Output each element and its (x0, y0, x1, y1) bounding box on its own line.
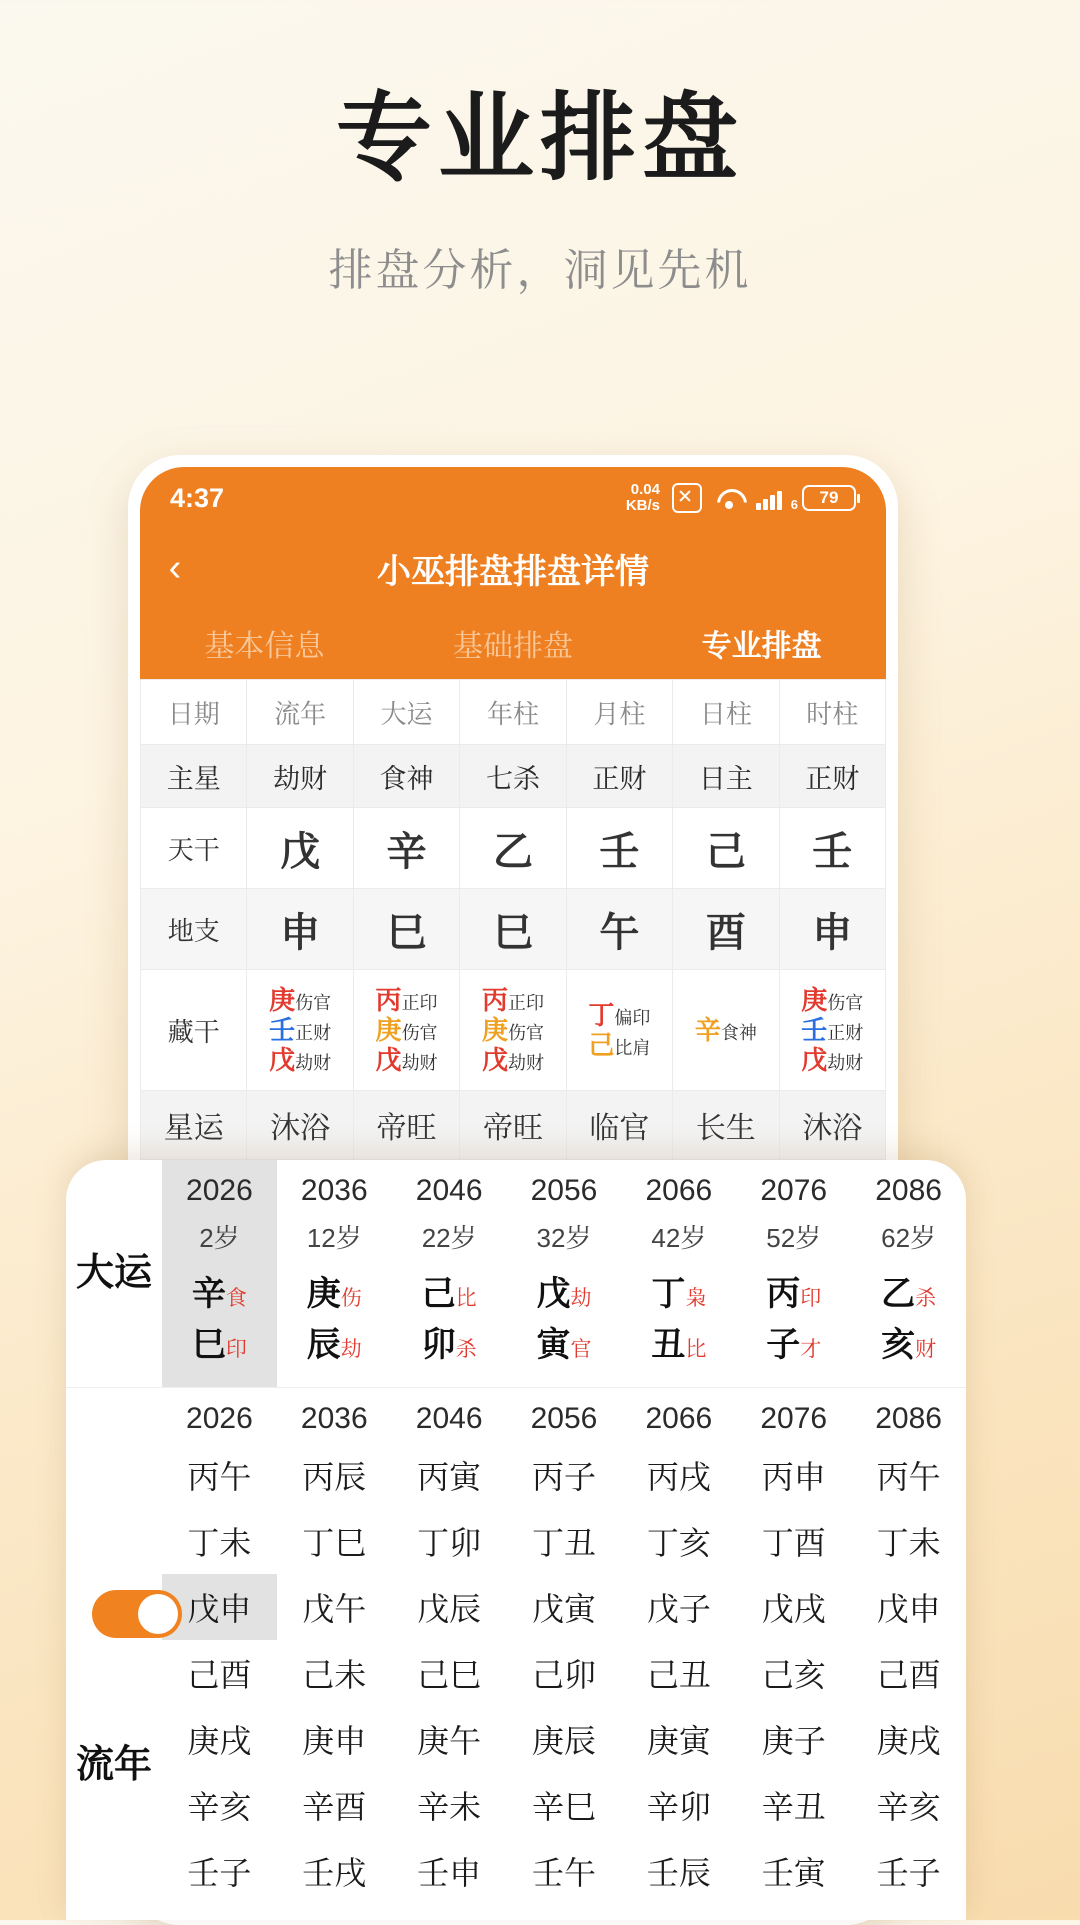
dayun-liunian-sheet (66, 1160, 966, 1920)
tab-basic-info[interactable]: 基本信息 (204, 630, 325, 663)
liunian-column[interactable]: 2046 丙寅 丁卯 戊辰 己巳 庚午 辛未 壬申 (415, 1402, 483, 1891)
header-date: 日期 (141, 680, 247, 745)
header-year-pillar: 年柱 (460, 680, 566, 745)
dayun-grid (162, 1160, 966, 1387)
network-speed: 0.04 KB/s (625, 481, 660, 514)
zhuxing-hour: 正财 (779, 745, 885, 808)
zhuxing-year: 七杀 (460, 745, 566, 808)
dayun-toggle[interactable] (92, 1590, 182, 1638)
hero-section (0, 0, 1080, 298)
tab-basic-chart[interactable]: 基础排盘 (453, 630, 573, 663)
row-label-dizhi: 地支 (141, 889, 247, 970)
canggan-day: 辛食神 (673, 970, 779, 1091)
canggan-liunian: 庚伤官 壬正财 戊劫财 (247, 970, 353, 1091)
nav-bar (140, 529, 886, 607)
zhuxing-liunian: 劫财 (247, 745, 353, 808)
canggan-dayun: 丙正印 庚伤官 戊劫财 (353, 970, 459, 1091)
chevron-left-icon[interactable]: ‹ (168, 547, 182, 589)
xingyun-day: 长生 (673, 1091, 779, 1160)
table-row-zhuxing (141, 745, 886, 808)
tab-bar (140, 607, 886, 679)
liunian-column[interactable]: 2026 丙午 丁未 戊申 己酉 庚戌 辛亥 壬子 (162, 1388, 277, 1904)
liunian-section (66, 1387, 966, 1904)
liunian-column[interactable]: 2066 丙戌 丁亥 戊子 己丑 庚寅 辛卯 壬辰 (645, 1402, 713, 1891)
battery-icon: 79 (802, 485, 856, 511)
nav-title: 小巫排盘排盘详情 (377, 552, 649, 591)
page-title: 专业排盘 (336, 82, 744, 194)
liunian-column[interactable]: 2076 丙申 丁酉 戊戌 己亥 庚子 辛丑 壬寅 (760, 1402, 828, 1891)
row-label-zhuxing: 主星 (141, 745, 247, 808)
tiangan-day: 己 (673, 808, 779, 889)
dayun-item[interactable]: 2066 42岁 丁枭 丑比 (645, 1174, 713, 1364)
table-row-canggan (141, 970, 886, 1091)
liunian-column[interactable]: 2086 丙午 丁未 戊申 己酉 庚戌 辛亥 壬子 (875, 1402, 942, 1891)
page-subtitle: 排盘分析，洞见先机 (328, 245, 752, 295)
dayun-item[interactable]: 2086 62岁 乙杀 亥财 (875, 1174, 942, 1364)
dizhi-year: 巳 (460, 889, 566, 970)
dayun-item[interactable]: 2056 32岁 戊劫 寅官 (530, 1174, 598, 1364)
tiangan-month: 壬 (566, 808, 672, 889)
canggan-hour: 庚伤官 壬正财 戊劫财 (779, 970, 885, 1091)
status-time: 4:37 (170, 482, 225, 513)
dizhi-dayun: 巳 (353, 889, 459, 970)
header-day-pillar: 日柱 (673, 680, 779, 745)
table-row-dizhi (141, 889, 886, 970)
zhuxing-day: 日主 (673, 745, 779, 808)
dayun-item[interactable]: 2026 2岁 辛食 巳印 (162, 1160, 277, 1387)
xingyun-hour: 沐浴 (779, 1091, 885, 1160)
row-label-canggan: 藏干 (141, 970, 247, 1091)
dizhi-month: 午 (566, 889, 672, 970)
dayun-section (66, 1160, 966, 1387)
canggan-year: 丙正印 庚伤官 戊劫财 (460, 970, 566, 1091)
tiangan-dayun: 辛 (353, 808, 459, 889)
signal-icon: 6 (756, 486, 790, 510)
table-row-xingyun (141, 1091, 886, 1160)
bazi-table (140, 679, 886, 1160)
zhuxing-month: 正财 (566, 745, 672, 808)
liunian-column[interactable]: 2036 丙辰 丁巳 戊午 己未 庚申 辛酉 壬戌 (300, 1402, 368, 1891)
dayun-item[interactable]: 2076 52岁 丙印 子才 (760, 1174, 828, 1364)
xingyun-month: 临官 (566, 1091, 672, 1160)
canggan-month: 丁偏印 己比肩 (566, 970, 672, 1091)
row-label-tiangan: 天干 (141, 808, 247, 889)
dayun-item[interactable]: 2046 22岁 己比 卯杀 (415, 1174, 483, 1364)
wifi-icon (714, 487, 744, 509)
liunian-grid (162, 1388, 966, 1904)
table-row-tiangan (141, 808, 886, 889)
tiangan-year: 乙 (460, 808, 566, 889)
tab-pro-chart[interactable]: 专业排盘 (701, 630, 822, 663)
zhuxing-dayun: 食神 (353, 745, 459, 808)
status-bar (140, 467, 886, 529)
no-sim-icon (672, 483, 702, 513)
table-header-row (141, 680, 886, 745)
liunian-column[interactable]: 2056 丙子 丁丑 戊寅 己卯 庚辰 辛巳 壬午 (530, 1402, 598, 1891)
tiangan-hour: 壬 (779, 808, 885, 889)
dizhi-hour: 申 (779, 889, 885, 970)
header-dayun: 大运 (353, 680, 459, 745)
xingyun-dayun: 帝旺 (353, 1091, 459, 1160)
row-label-xingyun: 星运 (141, 1091, 247, 1160)
xingyun-year: 帝旺 (460, 1091, 566, 1160)
xingyun-liunian: 沐浴 (247, 1091, 353, 1160)
status-icons (626, 482, 856, 514)
header-liunian: 流年 (247, 680, 353, 745)
dizhi-liunian: 申 (247, 889, 353, 970)
dayun-item[interactable]: 2036 12岁 庚伤 辰劫 (300, 1174, 368, 1364)
liunian-label: 流年 (75, 1744, 152, 1787)
tiangan-liunian: 戊 (247, 808, 353, 889)
dayun-label: 大运 (75, 1251, 152, 1294)
dizhi-day: 酉 (673, 889, 779, 970)
header-month-pillar: 月柱 (566, 680, 672, 745)
header-hour-pillar: 时柱 (779, 680, 885, 745)
